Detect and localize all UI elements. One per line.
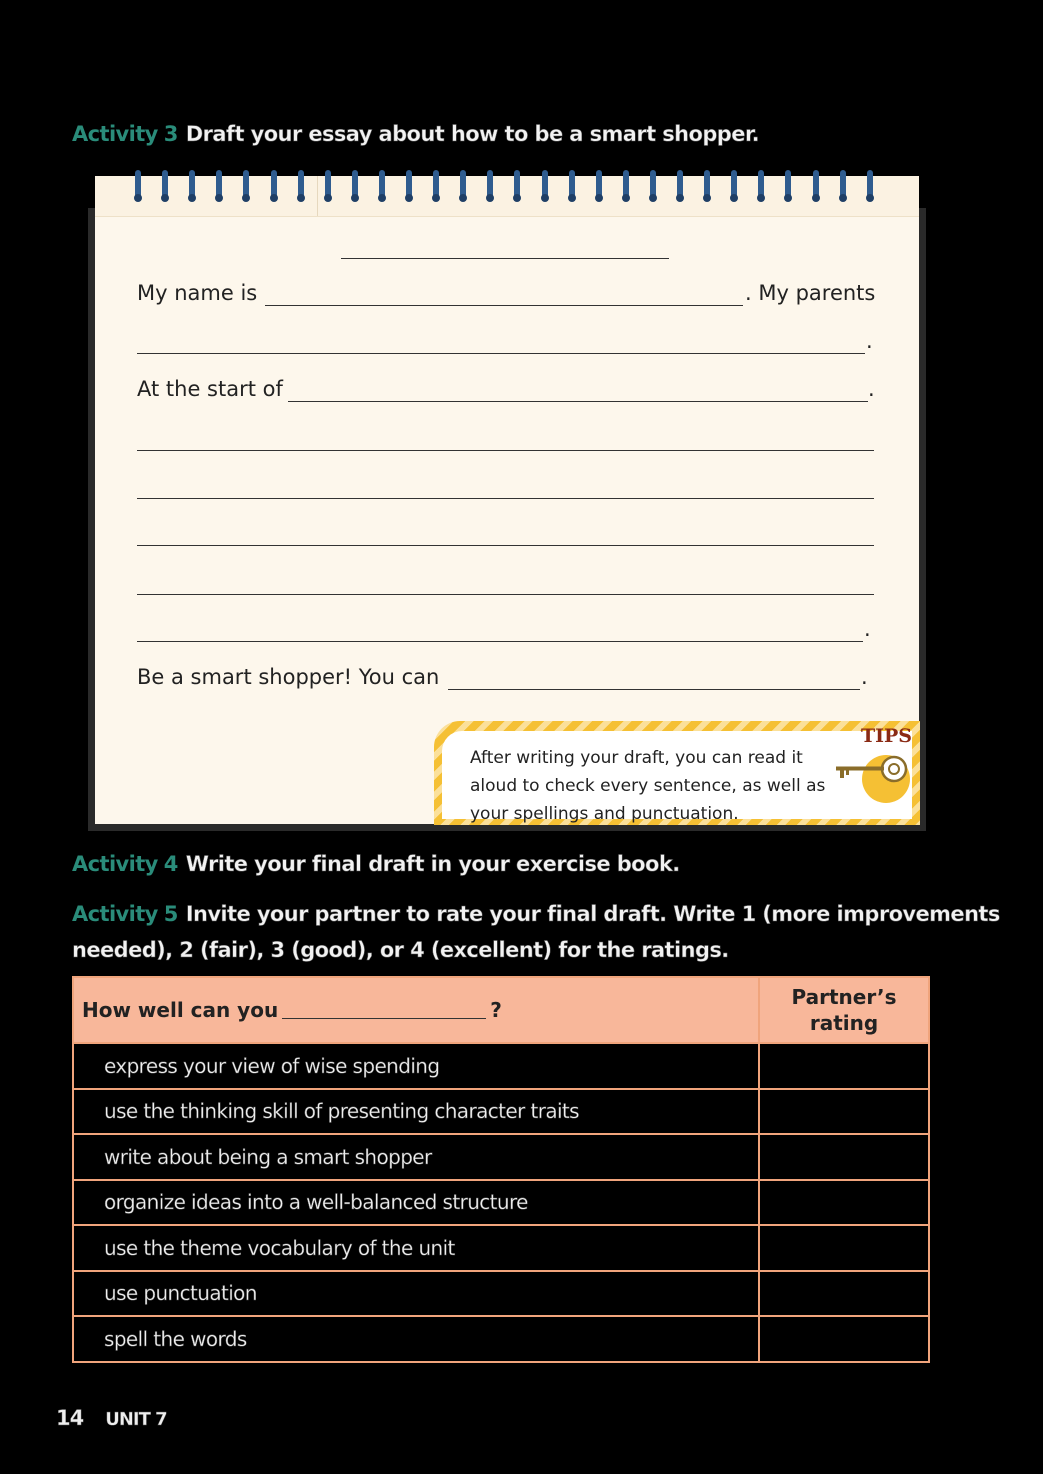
spiral-ring bbox=[731, 170, 737, 198]
spiral-ring bbox=[758, 170, 764, 198]
period: . bbox=[864, 617, 871, 641]
header-suffix: ? bbox=[490, 998, 502, 1022]
header-prefix: How well can you bbox=[82, 998, 279, 1022]
activity-label: Activity 4 bbox=[72, 852, 178, 876]
spiral-ring bbox=[650, 170, 656, 198]
spiral-ring bbox=[840, 170, 846, 198]
header-blank[interactable] bbox=[282, 1018, 486, 1019]
spiral-ring bbox=[813, 170, 819, 198]
name-suffix: . My parents bbox=[745, 281, 876, 305]
rating-cell[interactable] bbox=[759, 1180, 929, 1226]
skill-cell: use punctuation bbox=[73, 1271, 759, 1317]
spiral-ring bbox=[677, 170, 683, 198]
skill-cell: use the thinking skill of presenting character traits bbox=[73, 1089, 759, 1135]
rating-cell[interactable] bbox=[759, 1134, 929, 1180]
spiral-ring bbox=[867, 170, 873, 198]
title-blank[interactable] bbox=[341, 258, 669, 259]
skill-cell: express your view of wise spending bbox=[73, 1043, 759, 1089]
table-row bbox=[73, 1043, 929, 1089]
parents-blank[interactable] bbox=[137, 353, 865, 354]
spiral-ring bbox=[216, 170, 222, 198]
activity-4-heading bbox=[72, 852, 680, 876]
skill-column-header bbox=[73, 977, 759, 1043]
rating-cell[interactable] bbox=[759, 1225, 929, 1271]
rating-cell[interactable] bbox=[759, 1043, 929, 1089]
name-blank[interactable] bbox=[265, 305, 743, 306]
spiral-ring bbox=[514, 170, 520, 198]
page-number: 14 bbox=[56, 1406, 84, 1430]
spiral-binding bbox=[135, 170, 885, 206]
body-blank-1[interactable] bbox=[137, 450, 874, 451]
table-row bbox=[73, 1089, 929, 1135]
period: . bbox=[868, 377, 875, 401]
skill-cell: write about being a smart shopper bbox=[73, 1134, 759, 1180]
unit-label: UNIT 7 bbox=[105, 1409, 167, 1430]
name-prefix: My name is bbox=[137, 281, 258, 305]
body-blank-3[interactable] bbox=[137, 545, 874, 546]
spiral-ring bbox=[569, 170, 575, 198]
period: . bbox=[861, 665, 868, 689]
activity-instruction: Draft your essay about how to be a smart shopper. bbox=[185, 122, 759, 146]
closing-blank[interactable] bbox=[448, 689, 860, 690]
rating-cell[interactable] bbox=[759, 1271, 929, 1317]
spiral-ring bbox=[298, 170, 304, 198]
spiral-ring bbox=[433, 170, 439, 198]
spiral-ring bbox=[271, 170, 277, 198]
activity-5-heading-line2 bbox=[72, 938, 729, 962]
table-row bbox=[73, 1316, 929, 1362]
table-row bbox=[73, 1225, 929, 1271]
spiral-ring bbox=[623, 170, 629, 198]
spiral-ring bbox=[542, 170, 548, 198]
activity-5-heading bbox=[72, 902, 1000, 926]
spiral-ring bbox=[596, 170, 602, 198]
rating-cell[interactable] bbox=[759, 1316, 929, 1362]
rating-cell[interactable] bbox=[759, 1089, 929, 1135]
activity-label: Activity 3 bbox=[72, 122, 178, 146]
key-icon bbox=[832, 751, 912, 791]
spiral-ring bbox=[704, 170, 710, 198]
closing-prefix: Be a smart shopper! You can bbox=[137, 665, 440, 689]
activity-instruction: Invite your partner to rate your final draft. Write 1 (more improvements bbox=[185, 902, 1000, 926]
activity-instruction: Write your final draft in your exercise book. bbox=[185, 852, 680, 876]
rating-column-header: Partner’s rating bbox=[759, 977, 929, 1043]
table-row bbox=[73, 1180, 929, 1226]
activity-instruction: needed), 2 (fair), 3 (good), or 4 (excellent) for the ratings. bbox=[72, 938, 729, 962]
table-row bbox=[73, 1134, 929, 1180]
spiral-ring bbox=[406, 170, 412, 198]
page-footer bbox=[56, 1406, 167, 1430]
period: . bbox=[866, 329, 873, 353]
spiral-ring bbox=[243, 170, 249, 198]
activity-label: Activity 5 bbox=[72, 902, 178, 926]
skill-cell: spell the words bbox=[73, 1316, 759, 1362]
activity-3-heading bbox=[72, 122, 759, 146]
table-row bbox=[73, 1271, 929, 1317]
skill-cell: organize ideas into a well-balanced structure bbox=[73, 1180, 759, 1226]
spiral-ring bbox=[460, 170, 466, 198]
skill-cell: use the theme vocabulary of the unit bbox=[73, 1225, 759, 1271]
start-prefix: At the start of bbox=[137, 377, 283, 401]
spiral-ring bbox=[162, 170, 168, 198]
tips-text: After writing your draft, you can read it aloud to check every sentence, as well as your spellings and punctuation. bbox=[470, 748, 826, 824]
body-blank-4[interactable] bbox=[137, 594, 874, 595]
tips-box bbox=[434, 721, 920, 825]
spiral-ring bbox=[325, 170, 331, 198]
tips-label: TIPS bbox=[860, 725, 912, 747]
spiral-ring bbox=[379, 170, 385, 198]
spiral-ring bbox=[352, 170, 358, 198]
spiral-ring bbox=[785, 170, 791, 198]
body-blank-2[interactable] bbox=[137, 498, 874, 499]
spiral-ring bbox=[487, 170, 493, 198]
spiral-ring bbox=[135, 170, 141, 198]
rating-table bbox=[72, 976, 930, 1363]
start-blank[interactable] bbox=[288, 401, 868, 402]
spiral-ring bbox=[189, 170, 195, 198]
body-blank-5[interactable] bbox=[137, 641, 863, 642]
table-header-row bbox=[73, 977, 929, 1043]
